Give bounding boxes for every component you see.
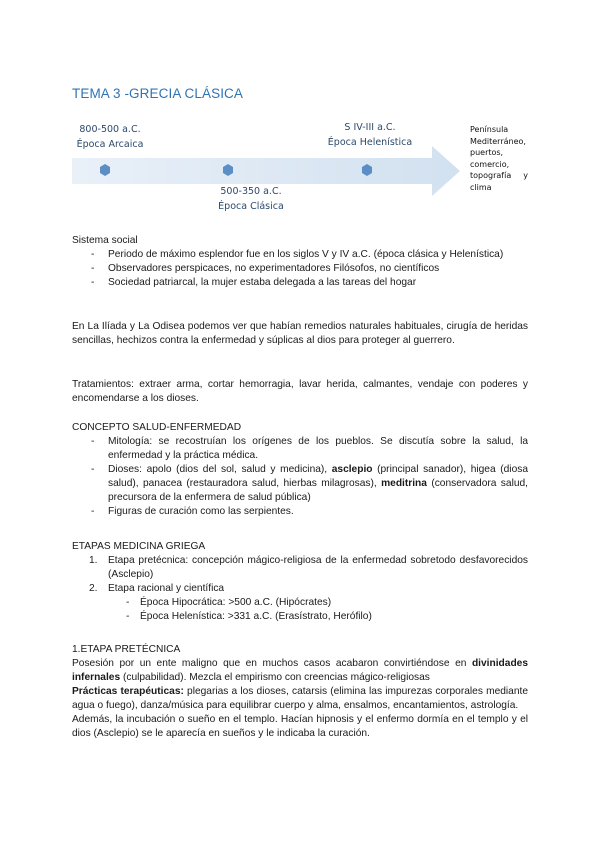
- page-title: TEMA 3 -GRECIA CLÁSICA: [72, 86, 243, 101]
- list-item: 1. Etapa pretécnica: concepción mágico-religiosa de la enfermedad sobretodo desfavorecidos (Asclepio): [89, 555, 528, 580]
- etapas-section: [72, 540, 528, 624]
- social-list: [72, 248, 528, 290]
- list-item: - Observadores perspicaces, no experimentadores Filósofos, no científicos: [72, 262, 528, 276]
- section-heading: ETAPAS MEDICINA GRIEGA: [72, 541, 206, 552]
- section-heading: CONCEPTO SALUD-ENFERMEDAD: [72, 422, 242, 433]
- tratamientos-paragraph: Tratamientos: extraer arma, cortar hemorragia, lavar herida, calmantes, vendaje con poderes y encomendarse a los dioses.: [72, 379, 528, 404]
- list-item: - Época Hipocrática: >500 a.C. (Hipócrates): [72, 596, 528, 610]
- concepto-section: [72, 421, 528, 519]
- timeline-dot-classic: [223, 164, 233, 176]
- list-item: - Sociedad patriarcal, la mujer estaba delegada a las tareas del hogar: [72, 276, 528, 290]
- list-item: - Figuras de curación como las serpientes.: [72, 505, 528, 519]
- timeline-label-archaic: 800-500 a.C. Época Arcaica: [76, 124, 144, 150]
- section-heading: 1.ETAPA PRETÉCNICA: [72, 644, 181, 655]
- timeline-label-classic: 500-350 a.C. Época Clásica: [218, 186, 284, 212]
- list-item: - Periodo de máximo esplendor fue en los siglos V y IV a.C. (época clásica y Helenística): [72, 248, 528, 262]
- pretecnica-paragraph-2: Prácticas terapéuticas: plegarias a los dioses, catarsis (elimina las impurezas corporales mediante agua o fuego), danza/música para equilibrar cuerpo y alma, ensalmos, encantamientos, astrología.: [72, 686, 528, 711]
- timeline-diagram: [72, 118, 600, 223]
- etapas-list: [72, 554, 528, 596]
- concepto-list: [72, 435, 528, 519]
- section-heading: Sistema social: [72, 235, 138, 246]
- social-section: [72, 234, 528, 290]
- timeline-dot-archaic: [100, 164, 110, 176]
- etapas-sublist: [72, 596, 528, 624]
- list-item: 2. Etapa racional y científica: [89, 583, 225, 594]
- list-item: - Época Helenística: >331 a.C. (Erasístrato, Herófilo): [72, 610, 528, 624]
- pretecnica-section: [72, 643, 528, 741]
- list-item: - Dioses: apolo (dios del sol, salud y medicina), asclepio (principal sanador), higea (diosa salud), panacea (restauradora salud, hierbas milagrosas), meditrina (conservadora salud, precursora de la enfermera de salud pública): [72, 463, 528, 505]
- timeline-side-note: Península Mediterráneo, puertos, comercio, topografía y clima: [470, 125, 528, 192]
- pretecnica-paragraph-1: Posesión por un ente maligno que en muchos casos acabaron convirtiéndose en divinidades infernales (culpabilidad). Mezcla el empirismo con creencias mágico-religiosas: [72, 658, 528, 683]
- pretecnica-paragraph-3: Además, la incubación o sueño en el templo. Hacían hipnosis y el enfermo dormía en el templo y el dios (Asclepio) se le aparecía en sueños y le indicaba la curación.: [72, 714, 528, 739]
- iliada-paragraph: En La Ilíada y La Odisea podemos ver que habían remedios naturales habituales, cirugía de heridas sencillas, hechizos contra la enfermedad y súplicas al dios para proteger al guerrero.: [72, 321, 528, 346]
- list-item: - Mitología: se recostruían los orígenes de los pueblos. Se discutía sobre la salud, la enfermedad y la práctica médica.: [72, 435, 528, 463]
- timeline-dot-hellenistic: [362, 164, 372, 176]
- timeline-label-hellenistic: S IV-III a.C. Época Helenística: [327, 122, 413, 148]
